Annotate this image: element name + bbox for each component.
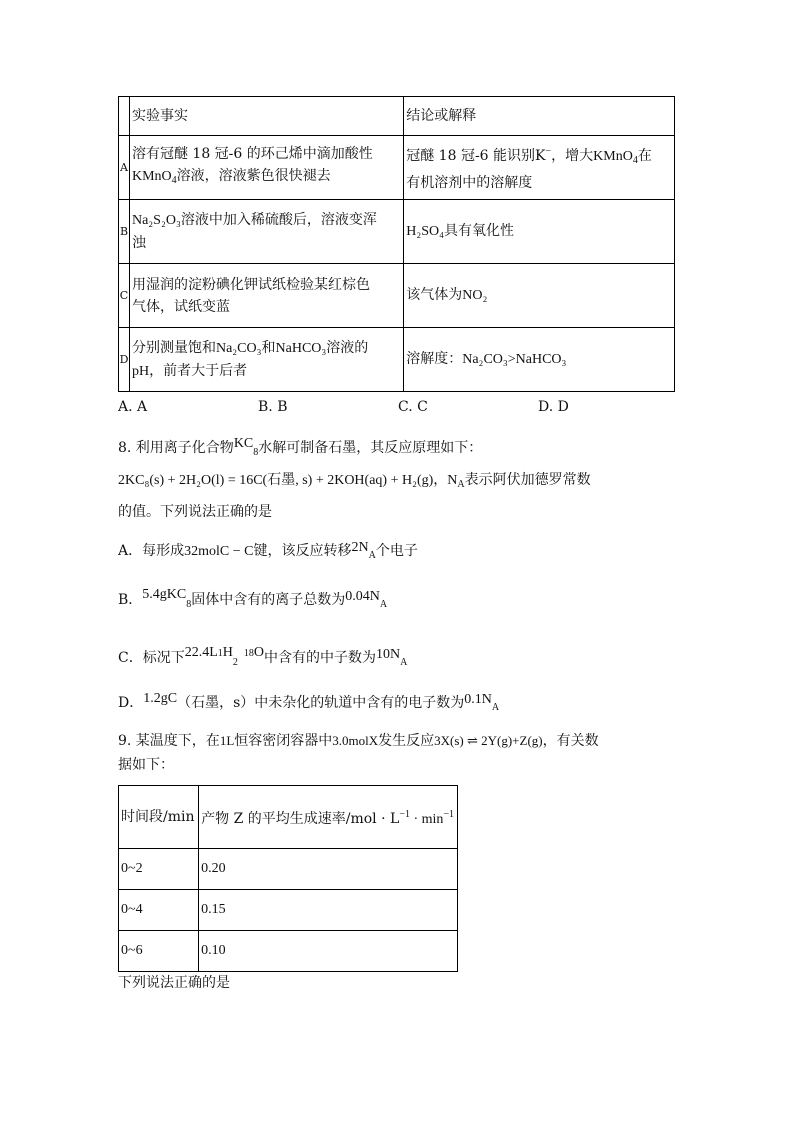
q8-stem-line3: 的值。下列说法正确的是 [118,504,272,520]
fact-line [132,360,401,383]
formula: KMnO [131,169,172,184]
fact-text: 溶液，溶液紫色很快褪去 [176,168,331,184]
q7-option-a[interactable]: A. A [118,399,148,415]
fact-line [132,165,401,192]
fact-text: 分别测量饱和 [131,339,216,356]
formula: 10N [376,647,401,662]
q7-header-row [119,97,675,136]
table-row [119,849,458,890]
option-text: 键，该反应转移 [253,543,352,559]
expl-text: 溶解度： [406,351,463,367]
option-text: 个电子 [375,543,418,559]
option-text: （石墨，s）中未杂化的轨道中含有的电子数为 [177,695,465,711]
q9-header-rate [199,786,458,849]
expl-line [406,220,672,243]
q8-stem-text: 水解可制备石墨，其反应原理如下： [258,440,483,456]
formula: 0.04N [345,589,380,604]
charge-sup: − [545,146,552,157]
fact-text: 和 [261,339,276,356]
formula: H [222,645,233,660]
expl-text: 具有氧化性 [444,223,515,239]
q7-row-fact [129,200,403,264]
q9-rate-cell: 0.20 [199,849,458,890]
q7-header-blank [119,97,130,136]
formula: 32molC − C [184,544,254,559]
q9-period-cell: 0~2 [119,849,199,890]
formula: 5.4gKC [142,587,187,602]
formula-sub: A [379,599,388,610]
q9-stem [118,730,599,750]
q7-row-a [119,136,675,200]
option-text: A．每形成 [118,543,185,559]
q9-rate-cell: 0.10 [199,931,458,972]
q8-option-a[interactable] [118,540,418,561]
formula-sub: 4 [171,175,177,186]
expl-text: 该气体为 [406,287,463,303]
formula-sub: 8 [253,447,259,458]
q8-option-d[interactable] [118,692,499,713]
option-text: C．标况下 [118,650,185,666]
fact-line [132,337,401,360]
option-text: B． [118,592,143,608]
fact-line: 溶有冠醚 18 冠-6 的环己烯中滴加酸性 [131,146,373,162]
q9-stem-line2: 据如下： [118,757,174,773]
q7-row-key: C [119,264,130,328]
q7-row-explanation [404,136,675,200]
header-text: 产物 Z 的平均生成速率/mol · L [201,810,400,827]
formula-sup: 18 [243,648,254,659]
q8-text: 表示阿伏加德罗常数 [464,472,591,488]
q8-text: ， [433,472,448,488]
expl-line [406,284,672,307]
formula-sub: 4 [632,155,638,166]
option-text: 固体中含有的离子总数为 [191,592,346,608]
q9-stem-text: ，有关数 [542,733,599,749]
formula-sup: 1 [217,648,223,659]
formula: 1L [219,733,235,748]
expl-line [406,348,672,371]
q7-row-key: A [119,136,130,200]
fact-line [132,209,401,232]
q8-stem [118,437,482,458]
option-text: D． [118,695,144,711]
formula-sub: A [400,657,408,668]
q7-header-explanation: 结论或解释 [404,97,675,136]
q7-option-d[interactable]: D. D [538,399,569,415]
formula: 22.4L [184,645,218,660]
formula: Na₂CO₃ [215,340,262,356]
q8-option-b[interactable] [118,589,387,610]
expl-text: 冠醚 18 冠-6 能识别K [406,148,546,164]
q7-row-fact [129,136,403,200]
fact-line: 用湿润的淀粉碘化钾试纸检验某红棕色 [131,276,370,293]
unit-sup: −1 [443,808,455,820]
q9-stem-text: 9. 某温度下，在 [118,733,220,749]
formula: pH [131,363,150,379]
q7-row-key: D [119,328,130,392]
q9-period-cell: 0~6 [119,931,199,972]
formula: H₂SO₄ [406,224,445,239]
q7-header-fact: 实验事实 [129,97,403,136]
q7-row-b [119,200,675,264]
formula: KMnO [593,149,633,164]
q7-row-explanation [404,264,675,328]
formula: 1.2gC [143,691,178,706]
q8-stem-text: 8. 利用离子化合物 [118,440,234,456]
table-row [119,931,458,972]
q7-row-fact [129,264,403,328]
reaction-equation: 3X(s) ⇌ 2Y(g)+Z(g) [434,733,543,748]
fact-text: ，前者大于后者 [149,362,248,379]
formula: N [447,473,458,488]
fact-text: 溶液中加入稀硫酸后，溶液变浑 [180,212,377,228]
q9-table [118,785,458,972]
formula: KC [233,436,254,451]
formula-sub: A [491,702,500,713]
formula: NaHCO₃ [275,340,327,356]
formula-sub: A [368,550,376,561]
q7-row-explanation [404,200,675,264]
fact-line: 气体，试纸变蓝 [131,298,230,315]
unit-sup: −1 [399,808,410,820]
q9-stem-text: 发生反应 [378,733,435,749]
q7-table [118,96,675,392]
formula: Na₂S₂O₃ [131,213,181,228]
fact-text: 溶液的 [326,339,369,356]
formula: Na₂CO₃>NaHCO₃ [462,352,567,367]
formula: O [253,645,265,660]
q7-option-c[interactable]: C. C [398,399,428,415]
q7-option-b[interactable]: B. B [258,399,288,415]
formula: 3.0molX [332,733,379,748]
formula-sub: A [457,479,465,490]
expl-line: 有机溶剂中的溶解度 [406,175,533,191]
option-text: 中含有的中子数为 [264,650,377,666]
fact-line: 浊 [131,235,146,251]
q9-closing: 下列说法正确的是 [118,975,230,991]
q8-option-c[interactable] [118,647,407,668]
formula: NO₂ [462,288,488,303]
q9-header-period: 时间段/min [119,786,199,849]
q9-header-row [119,786,458,849]
q7-row-key: B [119,200,130,264]
q8-equation-line [118,469,591,490]
formula: 0.1N [464,692,492,707]
formula-sub: 2 [232,657,238,668]
q7-row-explanation [404,328,675,392]
table-row [119,890,458,931]
formula-sub: 8 [186,599,192,610]
expl-text: 在 [637,148,652,164]
expl-text: ，增大 [551,148,594,164]
header-text: · min [409,811,444,827]
q8-equation: 2KC₈(s) + 2H₂O(l) = 16C(石墨, s) + 2KOH(aq) + H₂(g) [118,473,434,488]
formula: 2N [351,540,369,555]
q7-row-d [119,328,675,392]
q9-stem-text: 恒容密闭容器中 [234,733,333,749]
q9-period-cell: 0~4 [119,890,199,931]
expl-line [406,141,672,172]
q9-rate-cell: 0.15 [199,890,458,931]
q7-row-c [119,264,675,328]
q7-row-fact [129,328,403,392]
